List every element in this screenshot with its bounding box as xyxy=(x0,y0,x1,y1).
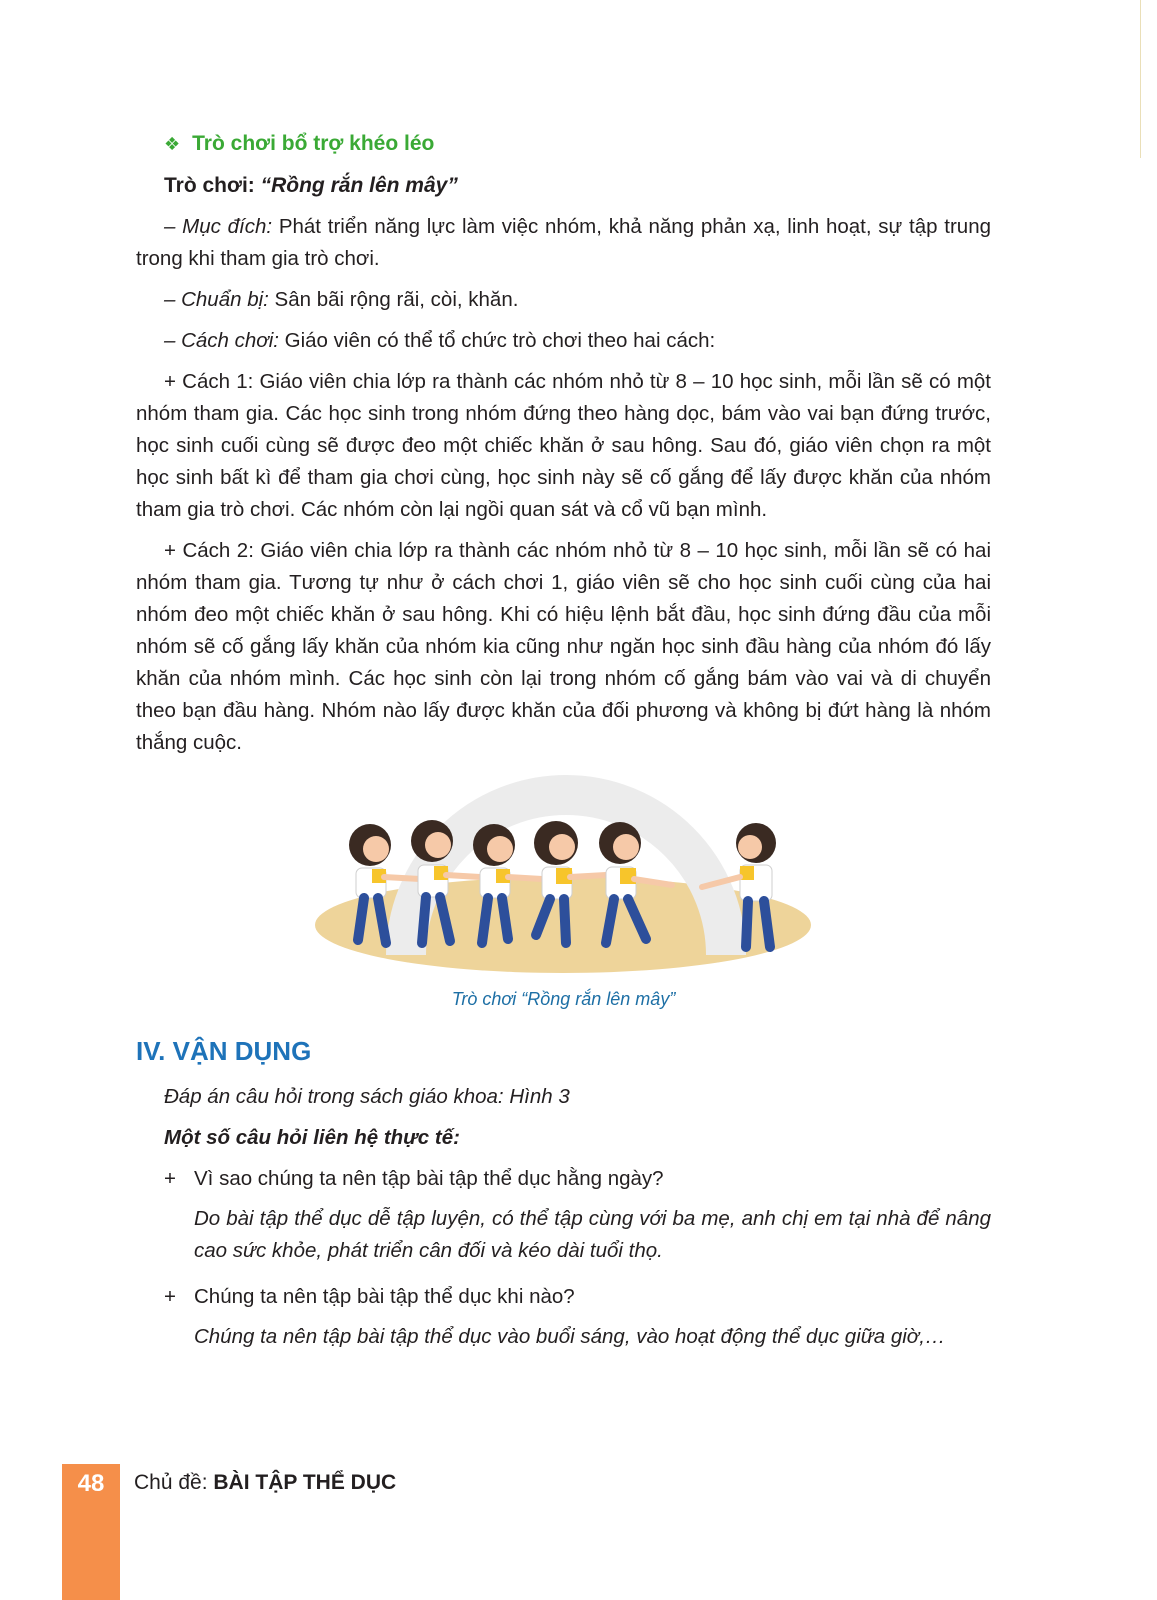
howto-text: Giáo viên có thể tổ chức trò chơi theo hai cách: xyxy=(278,329,716,352)
page-content xyxy=(136,128,991,1361)
game-title-prefix: Trò chơi: xyxy=(164,174,261,197)
game-title-name: “Rồng rắn lên mây” xyxy=(260,174,458,197)
way1-paragraph: + Cách 1: Giáo viên chia lớp ra thành các nhóm nhỏ từ 8 – 10 học sinh, mỗi lần sẽ có một nhóm tham gia. Các học sinh trong nhóm đứng theo hàng dọc, bám vào vai bạn đứng trước, học sinh cuối cùng sẽ được đeo một chiếc khăn ở sau hông. Sau đó, giáo viên chọn ra một học sinh bất kì để tham gia chơi cùng, học sinh này sẽ cố gắng để lấy được khăn của nhóm tham gia trò chơi. Các nhóm còn lại ngồi quan sát và cổ vũ bạn mình. xyxy=(136,370,991,521)
purpose-text: Phát triển năng lực làm việc nhóm, khả năng phản xạ, linh hoạt, sự tập trung trong khi tham gia trò chơi. xyxy=(136,215,991,270)
game-sub-heading xyxy=(164,128,991,160)
howto-paragraph xyxy=(136,325,991,357)
prep-text: Sân bãi rộng rãi, còi, khăn. xyxy=(268,288,519,311)
qa-answer: Do bài tập thể dục dễ tập luyện, có thể tập cùng với ba mẹ, anh chị em tại nhà để nâng cao sức khỏe, phát triển cân đối và kéo dài tuổi thọ. xyxy=(194,1207,991,1262)
qa-bullet: + xyxy=(164,1285,176,1308)
footer-topic xyxy=(134,1471,396,1495)
four-diamond-icon: ❖ xyxy=(164,134,181,154)
qa-item xyxy=(164,1163,991,1275)
children-playing-illustration xyxy=(136,775,991,985)
game-title xyxy=(164,170,991,202)
page-edge-rule xyxy=(1140,0,1141,158)
figure-caption: Trò chơi “Rồng rắn lên mây” xyxy=(451,989,676,1009)
purpose-label: – Mục đích: xyxy=(164,215,273,238)
page-number: 48 xyxy=(77,1470,105,1497)
qa-question: Chúng ta nên tập bài tập thể dục khi nào? xyxy=(194,1285,575,1308)
prep-paragraph xyxy=(136,284,991,316)
prep-label: – Chuẩn bị: xyxy=(164,288,269,311)
section-heading: IV. VẬN DỤNG xyxy=(136,1036,312,1066)
sub-heading-text: Trò chơi bổ trợ khéo léo xyxy=(192,132,435,155)
qa-bullet: + xyxy=(164,1167,176,1190)
way2-paragraph: + Cách 2: Giáo viên chia lớp ra thành các nhóm nhỏ từ 8 – 10 học sinh, mỗi lần sẽ có hai nhóm tham gia. Tương tự như ở cách chơi 1, giáo viên sẽ cho học sinh cuối cùng của hai nhóm đeo một chiếc khăn ở sau hông. Khi có hiệu lệnh bắt đầu, học sinh đứng đầu của mỗi nhóm sẽ cố gắng lấy khăn của nhóm kia cũng như ngăn học sinh đầu hàng của nhóm đó lấy khăn của nhóm mình. Các học sinh còn lại trong nhóm cố gắng bám vào vai và di chuyển theo bạn đầu hàng. Nhóm nào lấy được khăn của đối phương và không bị đứt hàng là nhóm thắng cuộc. xyxy=(136,539,991,754)
qa-answer: Chúng ta nên tập bài tập thể dục vào buổi sáng, vào hoạt động thể dục giữa giờ,… xyxy=(194,1325,946,1348)
topic-name: BÀI TẬP THỂ DỤC xyxy=(213,1471,397,1494)
topic-label: Chủ đề: xyxy=(134,1471,214,1494)
howto-label: – Cách chơi: xyxy=(164,329,279,352)
qa-question: Vì sao chúng ta nên tập bài tập thể dục hằng ngày? xyxy=(194,1167,664,1190)
purpose-paragraph xyxy=(136,211,991,275)
answer-note: Đáp án câu hỏi trong sách giáo khoa: Hình 3 xyxy=(164,1085,570,1108)
qa-item xyxy=(164,1281,991,1361)
questions-label: Một số câu hỏi liên hệ thực tế: xyxy=(164,1126,460,1149)
game-illustration xyxy=(136,775,991,1025)
